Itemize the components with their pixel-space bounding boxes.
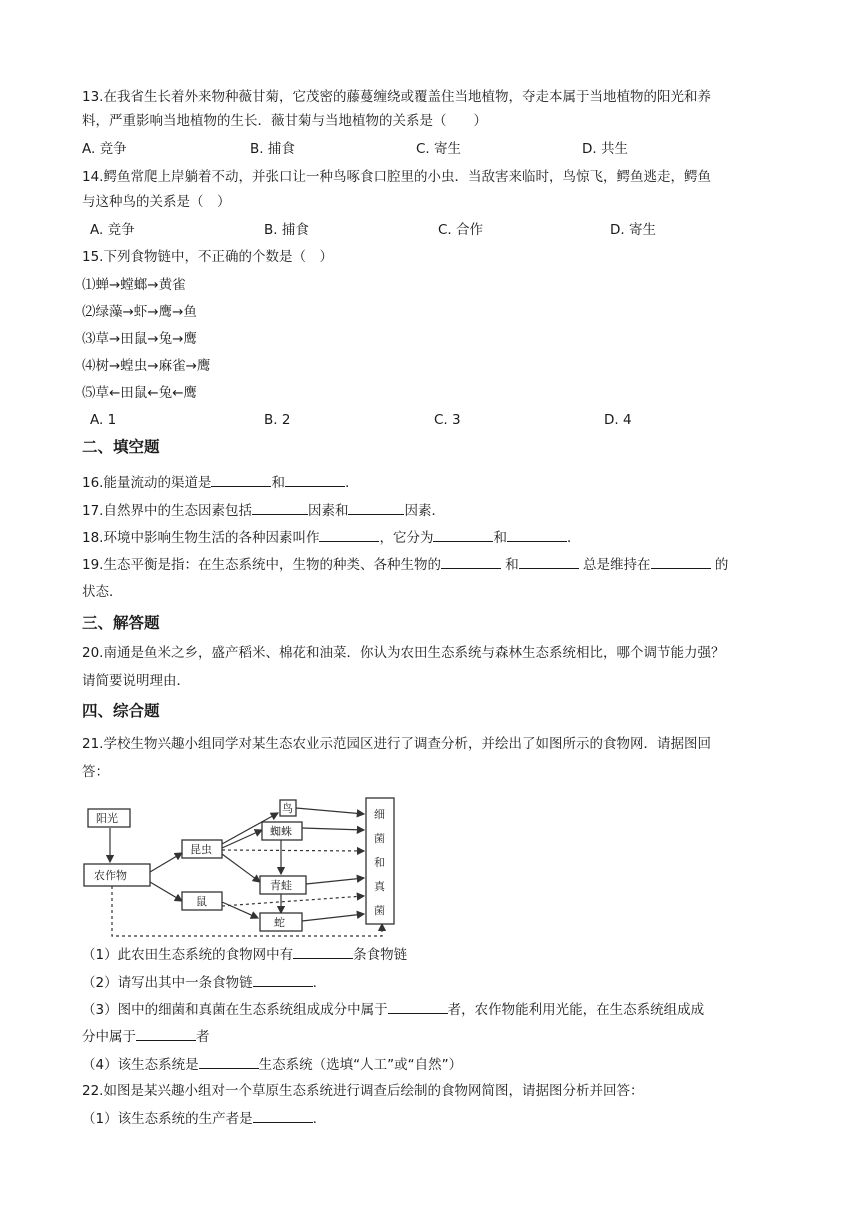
q15-option-d[interactable]: D. 4 [604,412,632,428]
q15-chain-1: ⑴蝉→螳螂→黄雀 [82,277,186,293]
svg-text:青蛙: 青蛙 [270,879,292,892]
q21-sub3 [82,999,704,1020]
q21-sub1-text-b: 条食物链 [353,947,408,963]
q13-line1: 13.在我省生长着外来物种薇甘菊，它茂密的藤蔓缠绕或覆盖住当地植物，夺走本属于当地植物的阳光和养 [82,89,711,105]
q15-option-a[interactable]: A. 1 [90,412,117,428]
svg-text:细: 细 [374,808,385,821]
food-web-diagram [82,796,412,946]
q22-sub1-text-a: （1）该生态系统的生产者是 [82,1111,253,1127]
q15-chain-4: ⑷树→蝗虫→麻雀→鹰 [82,358,211,374]
section-comprehensive: 四、综合题 [82,702,160,720]
node-mouse [182,892,222,910]
q17 [82,500,445,521]
q15-chain-5: ⑸草←田鼠←兔←鹰 [82,385,197,401]
svg-text:菌: 菌 [374,832,385,845]
q15-chain-3: ⑶草→田鼠→兔→鹰 [82,331,197,347]
q22-sub1 [82,1108,317,1129]
svg-text:真: 真 [374,880,385,893]
q14-option-b[interactable]: B. 捕食 [264,222,309,238]
q21-sub2-text-a: （2）请写出其中一条食物链 [82,975,253,991]
q13-line2: 料，严重影响当地植物的生长．薇甘菊与当地植物的关系是（ ） [82,113,487,129]
q18-text-d: ． [566,530,581,546]
svg-text:蛇: 蛇 [274,916,285,929]
q19-text-a: 19.生态平衡是指：在生态系统中，生物的种类、各种生物的 [82,557,441,573]
q17-blank-2[interactable] [348,500,404,515]
q22-sub1-text-b: . [312,1111,317,1127]
svg-text:菌: 菌 [374,904,385,917]
food-web-dashed-arrows [112,850,382,936]
q16-text-b: 和 [271,475,285,491]
q20-line2: 请简要说明理由． [82,673,190,689]
q19-text-c: 总是维持在 [578,557,651,573]
q21-sub2 [82,972,317,993]
q18-blank-1[interactable] [319,527,379,542]
q21-sub2-blank[interactable] [253,972,313,987]
q18-blank-2[interactable] [433,527,493,542]
svg-text:鼠: 鼠 [196,895,207,908]
q17-text-c: 因素． [404,503,445,519]
q18-text-c: 和 [493,530,507,546]
q17-text-b: 因素和 [307,503,349,519]
q22-sub1-blank[interactable] [253,1108,313,1123]
q21-sub3-blank-1[interactable] [388,999,448,1014]
q21-sub3-line2 [82,1026,210,1047]
q13-option-a[interactable]: A. 竞争 [82,141,127,157]
svg-text:农作物: 农作物 [94,869,127,882]
q14-line1: 14.鳄鱼常爬上岸躺着不动，并张口让一种鸟啄食口腔里的小虫．当敌害来临时，鸟惊飞，鳄鱼逃走，鳄鱼 [82,169,711,185]
q21-line1: 21.学校生物兴趣小组同学对某生态农业示范园区进行了调查分析，并绘出了如图所示的食物网．请据图回 [82,736,711,752]
q19-blank-3[interactable] [651,554,711,569]
q21-sub3-text-c: 分中属于 [82,1029,136,1045]
q21-sub4-text-a: （4）该生态系统是 [82,1057,199,1073]
q16-text-a: 16.能量流动的渠道是 [82,475,212,491]
svg-text:蜘蛛: 蜘蛛 [270,825,292,838]
q21-sub3-text-b: 者，农作物能利用光能，在生态系统组成成 [447,1002,705,1018]
svg-text:和: 和 [374,856,385,869]
q21-sub4-blank[interactable] [199,1054,259,1069]
q18 [82,527,580,548]
svg-text:阳光: 阳光 [96,812,118,825]
q19-text-d: 的 [710,557,729,573]
q21-sub1-text-a: （1）此农田生态系统的食物网中有 [82,947,294,963]
q14-option-c[interactable]: C. 合作 [438,222,484,238]
q14-option-d[interactable]: D. 寄生 [610,222,656,238]
q13-option-d[interactable]: D. 共生 [582,141,628,157]
q20-line1: 20.南通是鱼米之乡，盛产稻米、棉花和油菜．你认为农田生态系统与森林生态系统相比，哪个调节能力强？ [82,645,725,661]
section-answer: 三、解答题 [82,614,160,632]
q21-line2: 答： [82,764,109,780]
q21-sub3-text-a: （3）图中的细菌和真菌在生态系统组成成分中属于 [82,1002,388,1018]
q21-sub2-text-b: . [312,975,317,991]
q18-text-a: 18.环境中影响生物生活的各种因素叫作 [82,530,320,546]
q13-option-b[interactable]: B. 捕食 [250,141,295,157]
q14-line2: 与这种鸟的关系是（ ） [82,194,231,210]
node-spider [262,822,302,840]
node-insect [182,840,222,858]
q19-blank-1[interactable] [441,554,501,569]
q16-blank-2[interactable] [285,472,345,487]
q18-blank-3[interactable] [507,527,567,542]
q19-blank-2[interactable] [519,554,579,569]
q14-option-a[interactable]: A. 竞争 [90,222,135,238]
q15-chain-2: ⑵绿藻→虾→鹰→鱼 [82,304,197,320]
node-frog [260,876,306,894]
q21-sub4-text-b: 生态系统（选填“人工”或“自然”） [258,1057,463,1073]
q21-sub1-blank[interactable] [293,944,353,959]
q16-text-c: . [344,475,350,491]
q16-blank-1[interactable] [211,472,271,487]
q13-option-c[interactable]: C. 寄生 [416,141,462,157]
q21-sub4 [82,1054,462,1075]
q17-blank-1[interactable] [252,500,308,515]
q21-sub1 [82,944,407,965]
q22-line1: 22.如图是某兴趣小组对一个草原生态系统进行调查后绘制的食物网简图，请据图分析并回答： [82,1083,644,1099]
q15-option-c[interactable]: C. 3 [434,412,461,428]
q21-sub3-text-d: 者 [196,1029,210,1045]
svg-text:昆虫: 昆虫 [190,843,212,856]
q15-stem: 15.下列食物链中，不正确的个数是（ ） [82,249,333,265]
node-crop [84,864,150,886]
section-fill-in: 二、填空题 [82,438,160,456]
q16 [82,472,349,493]
q19-text-b: 和 [500,557,519,573]
q17-text-a: 17.自然界中的生态因素包括 [82,503,252,519]
q21-sub3-blank-2[interactable] [136,1026,196,1041]
q18-text-b: ，它分为 [379,530,434,546]
node-sunlight [88,809,130,827]
svg-text:鸟: 鸟 [282,802,293,815]
q15-option-b[interactable]: B. 2 [264,412,291,428]
q19 [82,554,728,575]
node-bird [280,800,296,816]
node-decomposer [366,798,394,924]
q19-line2: 状态． [82,584,123,600]
node-snake [260,913,302,931]
